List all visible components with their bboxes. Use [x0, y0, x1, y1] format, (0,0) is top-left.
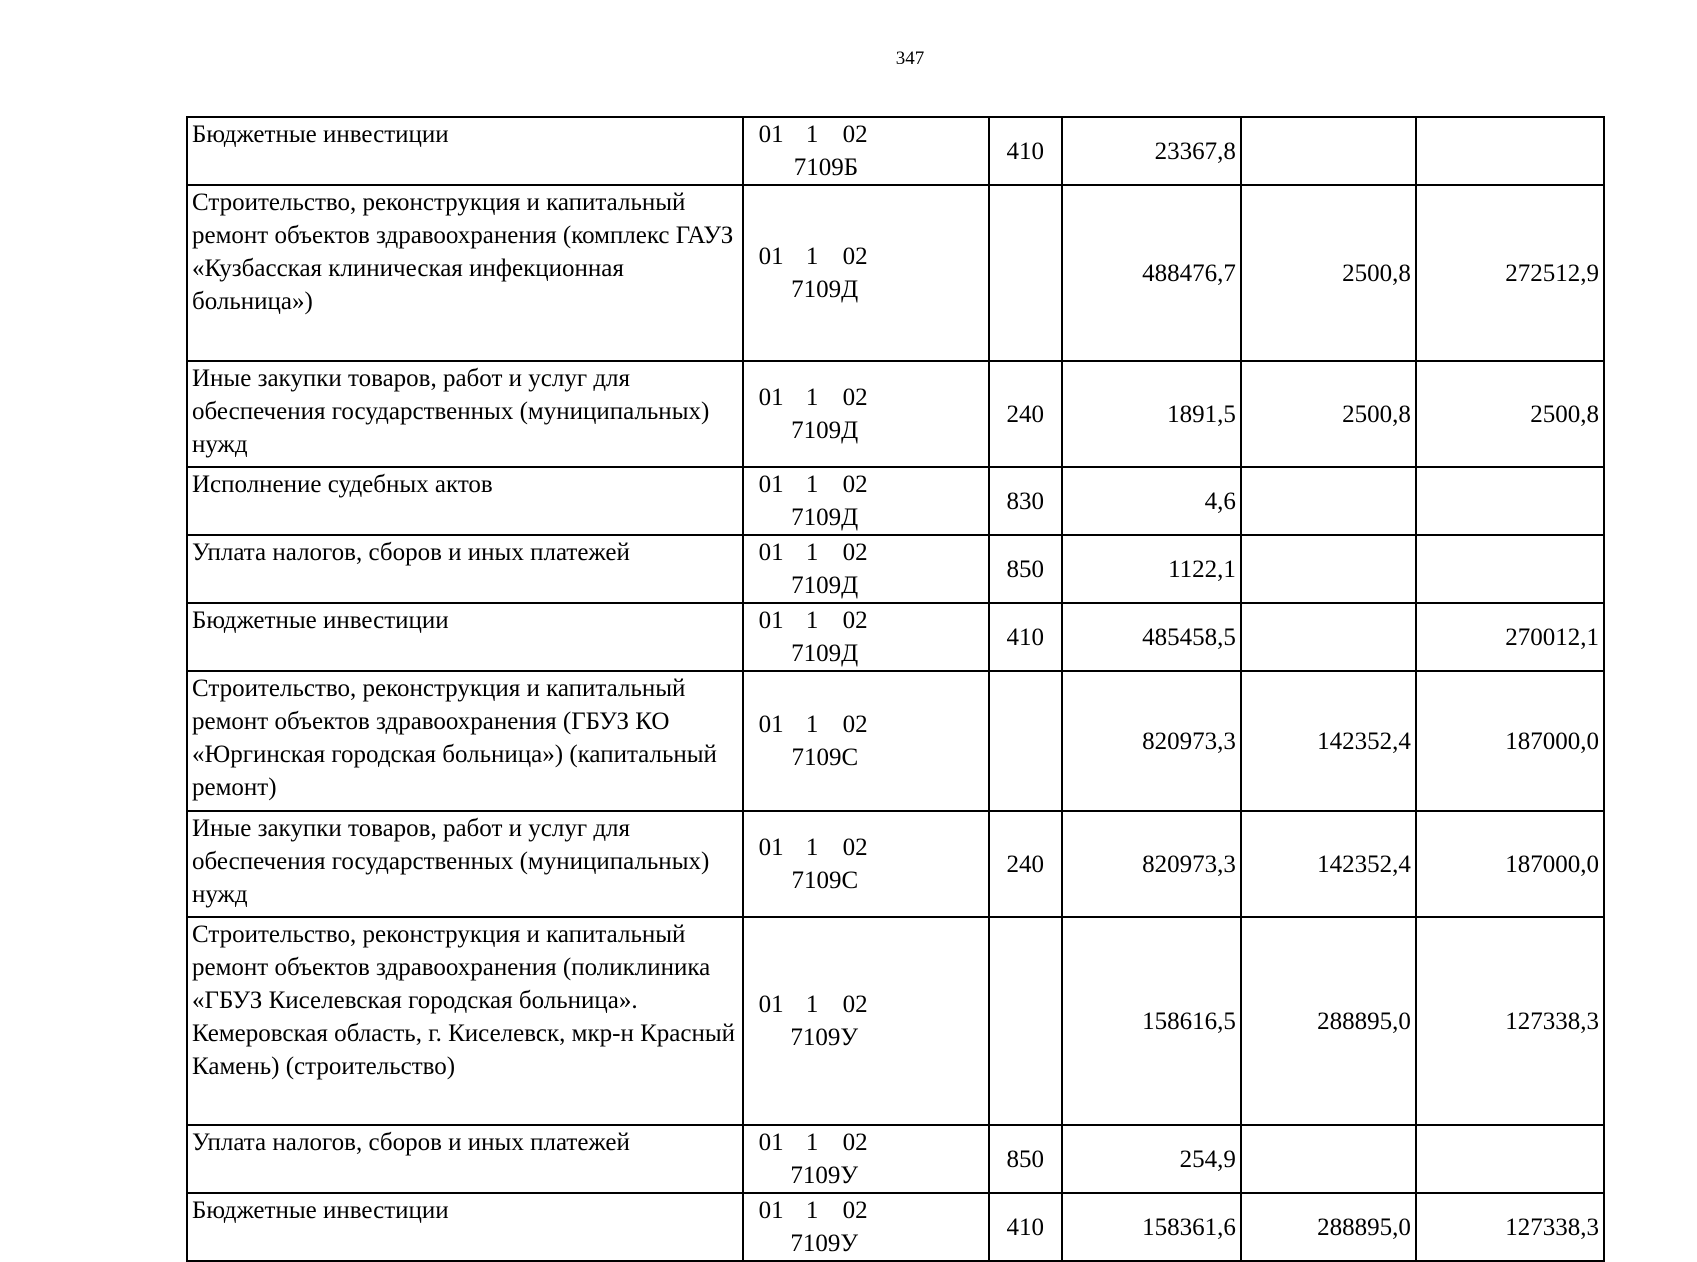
amount-year-1: 158616,5 — [1062, 917, 1241, 1125]
amount-year-2 — [1241, 535, 1416, 603]
table-row — [187, 811, 1604, 917]
table-row — [187, 361, 1604, 467]
amount-year-1: 820973,3 — [1062, 671, 1241, 811]
code-target: 7109С — [791, 744, 859, 771]
code-subprogram: 02 — [842, 121, 868, 148]
code-section: 01 — [758, 834, 784, 861]
code-target: 7109Д — [791, 276, 859, 303]
code-section: 01 — [758, 384, 784, 411]
row-codes — [743, 917, 988, 1125]
row-codes — [743, 361, 988, 467]
row-codes — [743, 671, 988, 811]
table-row — [187, 603, 1604, 671]
amount-year-1: 158361,6 — [1062, 1193, 1241, 1261]
code-section: 01 — [758, 121, 784, 148]
row-codes — [743, 535, 988, 603]
code-target: 7109Д — [791, 417, 859, 444]
row-codes — [743, 603, 988, 671]
expense-type: 410 — [989, 117, 1062, 185]
expense-type: 850 — [989, 535, 1062, 603]
row-codes — [743, 1125, 988, 1193]
code-subprogram: 02 — [842, 539, 868, 566]
code-program: 1 — [805, 471, 819, 498]
code-subprogram: 02 — [842, 834, 868, 861]
amount-year-1: 488476,7 — [1062, 185, 1241, 361]
row-codes — [743, 811, 988, 917]
expense-type: 830 — [989, 467, 1062, 535]
table-row — [187, 185, 1604, 361]
code-program: 1 — [805, 121, 819, 148]
amount-year-1: 23367,8 — [1062, 117, 1241, 185]
code-section: 01 — [758, 711, 784, 738]
row-name: Уплата налогов, сборов и иных платежей — [187, 1125, 743, 1193]
code-program: 1 — [805, 991, 819, 1018]
code-program: 1 — [805, 607, 819, 634]
table-row — [187, 917, 1604, 1125]
row-name: Бюджетные инвестиции — [187, 603, 743, 671]
row-name: Исполнение судебных актов — [187, 467, 743, 535]
amount-year-3: 272512,9 — [1416, 185, 1604, 361]
amount-year-2: 142352,4 — [1241, 811, 1416, 917]
code-subprogram: 02 — [842, 1197, 868, 1224]
code-section: 01 — [758, 1197, 784, 1224]
code-target: 7109У — [790, 1024, 859, 1051]
code-program: 1 — [805, 1129, 819, 1156]
amount-year-1: 4,6 — [1062, 467, 1241, 535]
expense-type — [989, 185, 1062, 361]
code-target: 7109Д — [791, 504, 859, 531]
code-program: 1 — [805, 384, 819, 411]
expense-type: 850 — [989, 1125, 1062, 1193]
code-subprogram: 02 — [842, 243, 868, 270]
code-section: 01 — [758, 471, 784, 498]
amount-year-1: 1891,5 — [1062, 361, 1241, 467]
amount-year-3 — [1416, 117, 1604, 185]
amount-year-3: 127338,3 — [1416, 1193, 1604, 1261]
amount-year-3: 187000,0 — [1416, 811, 1604, 917]
table-row — [187, 117, 1604, 185]
code-program: 1 — [805, 834, 819, 861]
amount-year-2 — [1241, 1125, 1416, 1193]
amount-year-2 — [1241, 603, 1416, 671]
code-program: 1 — [805, 711, 819, 738]
table-row — [187, 671, 1604, 811]
code-subprogram: 02 — [842, 471, 868, 498]
row-codes — [743, 1193, 988, 1261]
amount-year-2: 288895,0 — [1241, 1193, 1416, 1261]
code-target: 7109У — [790, 1230, 859, 1257]
expense-type: 240 — [989, 361, 1062, 467]
code-section: 01 — [758, 991, 784, 1018]
row-name: Уплата налогов, сборов и иных платежей — [187, 535, 743, 603]
row-name: Бюджетные инвестиции — [187, 1193, 743, 1261]
row-codes — [743, 185, 988, 361]
amount-year-2 — [1241, 467, 1416, 535]
amount-year-2: 288895,0 — [1241, 917, 1416, 1125]
row-codes — [743, 467, 988, 535]
amount-year-3: 270012,1 — [1416, 603, 1604, 671]
table-row — [187, 535, 1604, 603]
code-target: 7109У — [790, 1162, 859, 1189]
code-program: 1 — [805, 1197, 819, 1224]
expense-type — [989, 917, 1062, 1125]
row-name: Строительство, реконструкция и капитальный ремонт объектов здравоохранения (комплекс ГАУЗ «Кузбасская клиническая инфекционная больница») — [187, 185, 743, 361]
code-subprogram: 02 — [842, 1129, 868, 1156]
code-target: 7109Д — [791, 640, 859, 667]
row-name: Иные закупки товаров, работ и услуг для обеспечения государственных (муниципальных) нужд — [187, 811, 743, 917]
amount-year-1: 254,9 — [1062, 1125, 1241, 1193]
amount-year-2: 142352,4 — [1241, 671, 1416, 811]
code-section: 01 — [758, 1129, 784, 1156]
amount-year-3: 187000,0 — [1416, 671, 1604, 811]
amount-year-3: 127338,3 — [1416, 917, 1604, 1125]
table-row — [187, 1125, 1604, 1193]
code-subprogram: 02 — [842, 607, 868, 634]
expense-type: 410 — [989, 603, 1062, 671]
row-name: Бюджетные инвестиции — [187, 117, 743, 185]
amount-year-2: 2500,8 — [1241, 185, 1416, 361]
amount-year-1: 485458,5 — [1062, 603, 1241, 671]
amount-year-2 — [1241, 117, 1416, 185]
row-codes — [743, 117, 988, 185]
amount-year-3 — [1416, 1125, 1604, 1193]
code-section: 01 — [758, 607, 784, 634]
code-section: 01 — [758, 539, 784, 566]
amount-year-3 — [1416, 467, 1604, 535]
expense-type: 410 — [989, 1193, 1062, 1261]
code-section: 01 — [758, 243, 784, 270]
code-target: 7109Б — [793, 154, 859, 181]
code-subprogram: 02 — [842, 711, 868, 738]
code-program: 1 — [805, 539, 819, 566]
code-target: 7109С — [791, 867, 859, 894]
row-name: Иные закупки товаров, работ и услуг для обеспечения государственных (муниципальных) нужд — [187, 361, 743, 467]
code-subprogram: 02 — [842, 991, 868, 1018]
page-number: 347 — [895, 48, 925, 69]
code-program: 1 — [805, 243, 819, 270]
code-subprogram: 02 — [842, 384, 868, 411]
code-target: 7109Д — [791, 572, 859, 599]
row-name: Строительство, реконструкция и капитальный ремонт объектов здравоохранения (поликлиника «ГБУЗ Киселевская городская больница». Кемеровская область, г. Киселевск, мкр-н Красный Камень) (строительство) — [187, 917, 743, 1125]
table-row — [187, 1193, 1604, 1261]
amount-year-1: 820973,3 — [1062, 811, 1241, 917]
expense-type: 240 — [989, 811, 1062, 917]
table-row — [187, 467, 1604, 535]
amount-year-3: 2500,8 — [1416, 361, 1604, 467]
table-body — [187, 117, 1604, 1261]
amount-year-3 — [1416, 535, 1604, 603]
expense-type — [989, 671, 1062, 811]
amount-year-2: 2500,8 — [1241, 361, 1416, 467]
budget-table — [186, 116, 1605, 1262]
amount-year-1: 1122,1 — [1062, 535, 1241, 603]
row-name: Строительство, реконструкция и капитальный ремонт объектов здравоохранения (ГБУЗ КО «Юргинская городская больница») (капитальный ремонт) — [187, 671, 743, 811]
